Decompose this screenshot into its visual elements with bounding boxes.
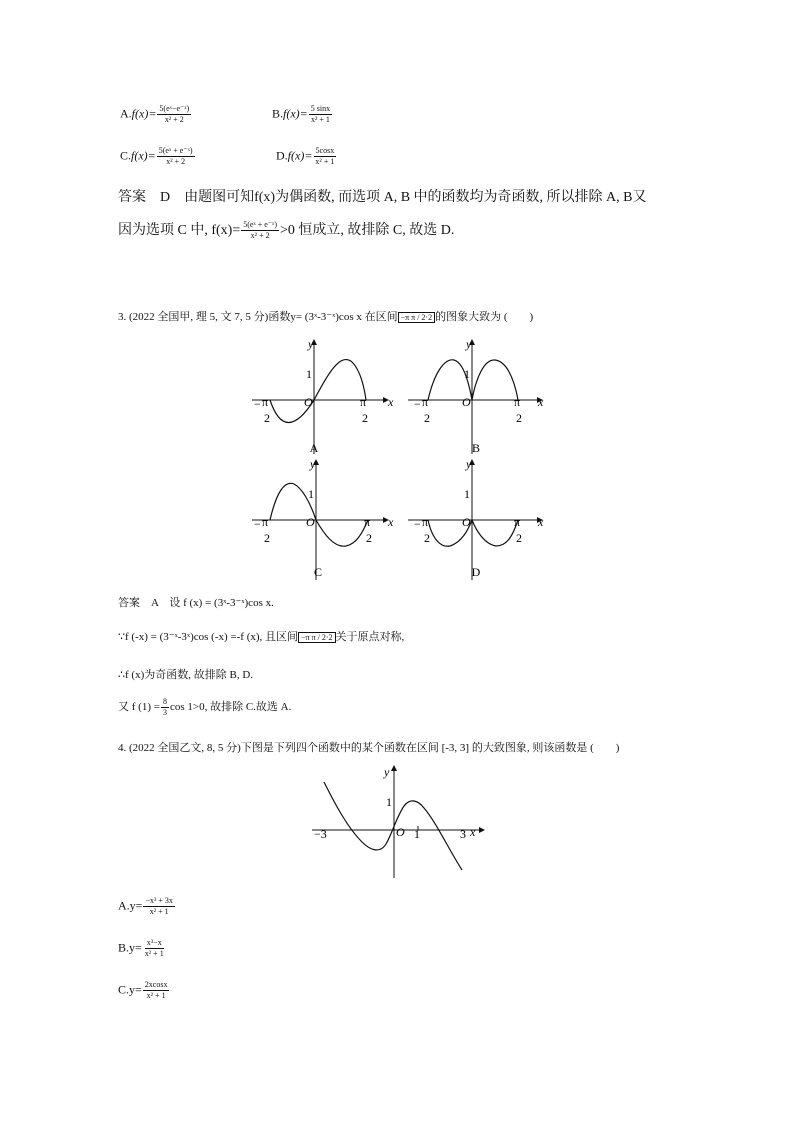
curve-c bbox=[270, 483, 371, 546]
q2-option-c bbox=[120, 146, 196, 167]
graph-label: B bbox=[471, 441, 481, 455]
x-label: x bbox=[388, 395, 394, 409]
curve-b bbox=[428, 360, 518, 400]
y-label: y bbox=[310, 457, 316, 471]
answer-text: 又 f (1) = bbox=[118, 701, 160, 714]
interval-bracket: −π π / 2·2 bbox=[398, 312, 435, 323]
origin-label: O bbox=[306, 515, 315, 529]
q2-option-a bbox=[120, 104, 192, 125]
curve-a bbox=[270, 360, 366, 423]
answer-text: 因为选项 C 中, f(x)= bbox=[118, 223, 241, 238]
fraction-numerator: 5(eˣ−e⁻ˣ) bbox=[159, 104, 190, 113]
q3-answer-line4 bbox=[118, 697, 291, 718]
x-label: x bbox=[470, 825, 476, 839]
curve bbox=[324, 782, 462, 870]
fraction-denominator: x² + 1 bbox=[144, 949, 164, 958]
option-label: B.y= bbox=[118, 940, 142, 955]
tick-two-left: 2 bbox=[424, 531, 430, 545]
origin-label: O bbox=[462, 515, 471, 529]
q2-option-d bbox=[276, 146, 337, 167]
interval-bracket: −π π / 2·2 bbox=[298, 632, 335, 643]
fraction-numerator: 5cosx bbox=[315, 146, 335, 155]
tick-pi-right: π bbox=[514, 515, 521, 529]
option-lhs: f(x)= bbox=[283, 106, 308, 121]
tick-pi-right: π bbox=[364, 515, 371, 529]
tick-one: 1 bbox=[464, 367, 470, 381]
option-label: C. bbox=[120, 148, 132, 163]
answer-text: ∵f (-x) = (3⁻ˣ-3ˣ)cos (-x) =-f (x), 且区间 bbox=[118, 631, 299, 643]
option-fraction bbox=[157, 104, 191, 125]
q4-option-a bbox=[118, 896, 176, 917]
fraction-denominator: x² + 2 bbox=[164, 115, 184, 124]
fraction-numerator: 5(eˣ + e⁻ˣ) bbox=[158, 146, 193, 155]
q3-answer-line3: ∴f (x)为奇函数, 故排除 B, D. bbox=[118, 669, 254, 681]
graph-a bbox=[252, 337, 394, 455]
option-label: A. bbox=[120, 106, 132, 121]
tick-two-right: 2 bbox=[516, 411, 522, 425]
tick-minus: − bbox=[414, 517, 421, 531]
curve-d bbox=[428, 520, 518, 546]
tick-two-right: 2 bbox=[366, 531, 372, 545]
q4-stem: 4. (2022 全国乙文, 8, 5 分)下图是下列四个函数中的某个函数在区间 [-3, 3] 的大致图象, 则该函数是 ( ) bbox=[118, 742, 620, 754]
tick-one-y: 1 bbox=[386, 795, 392, 809]
y-label: y bbox=[308, 337, 314, 351]
y-label: y bbox=[384, 765, 390, 779]
q3-answer-line1: 答案 A 设 f (x) = (3ˣ-3⁻ˣ)cos x. bbox=[118, 597, 274, 609]
tick-two-left: 2 bbox=[264, 411, 270, 425]
x-label: x bbox=[538, 515, 544, 529]
fraction-numerator: 5 sinx bbox=[310, 104, 331, 113]
tick-two-left: 2 bbox=[424, 411, 430, 425]
fraction-denominator: x² + 2 bbox=[166, 157, 186, 166]
tick-two-right: 2 bbox=[362, 411, 368, 425]
tick-pi-left: π bbox=[422, 515, 429, 529]
q3-answer-line2 bbox=[118, 628, 404, 644]
tick-minus: − bbox=[414, 397, 421, 411]
q2-answer-line2 bbox=[118, 219, 454, 241]
option-fraction bbox=[157, 146, 195, 167]
option-label: A.y= bbox=[118, 898, 143, 913]
y-label: y bbox=[466, 457, 472, 471]
fraction-numerator: 2xcosx bbox=[144, 980, 168, 989]
q4-option-b bbox=[118, 938, 167, 959]
fraction-numerator: x³−x bbox=[146, 938, 162, 947]
fraction-denominator: x² + 1 bbox=[315, 157, 335, 166]
graph-b bbox=[408, 337, 544, 455]
tick-pi-left: π bbox=[262, 395, 269, 409]
fraction-numerator: 5(eˣ + e⁻ˣ) bbox=[243, 220, 278, 230]
answer-fraction bbox=[161, 697, 169, 718]
tick-one: 1 bbox=[464, 487, 470, 501]
option-lhs: f(x)= bbox=[287, 148, 313, 163]
answer-text: cos 1>0, 故排除 C.故选 A. bbox=[169, 701, 292, 714]
option-fraction bbox=[143, 896, 174, 917]
tick-pi-right: π bbox=[514, 395, 521, 409]
option-lhs: f(x)= bbox=[131, 106, 157, 121]
x-label: x bbox=[388, 515, 394, 529]
option-label: D. bbox=[276, 148, 288, 163]
q3-stem bbox=[118, 308, 533, 324]
option-fraction bbox=[143, 980, 170, 1001]
answer-text: 关于原点对称, bbox=[335, 631, 405, 643]
stem-text: 的图象大致为 ( ) bbox=[435, 311, 534, 323]
fraction-denominator: x² + 1 bbox=[310, 115, 330, 124]
tick-pi-right: π bbox=[360, 395, 367, 409]
origin-label: O bbox=[396, 825, 405, 839]
graph-d bbox=[408, 457, 544, 580]
q2-option-b bbox=[272, 104, 333, 125]
graph-label: D bbox=[471, 565, 481, 579]
tick-one-x: 1 bbox=[414, 827, 420, 841]
q2-answer-line1: 答案 D 由题图可知f(x)为偶函数, 而选项 A, B 中的函数均为奇函数, 所以排除 A, B又 bbox=[118, 190, 647, 205]
option-label: C.y= bbox=[118, 982, 142, 997]
stem-text: 3. (2022 全国甲, 理 5, 文 7, 5 分)函数y= (3ˣ-3⁻ˣ)cos x 在区间 bbox=[118, 311, 398, 323]
fraction-numerator: −x³ + 3x bbox=[145, 896, 173, 905]
option-lhs: f(x)= bbox=[131, 148, 156, 163]
tick-minus: − bbox=[254, 397, 261, 411]
option-fraction bbox=[143, 938, 166, 959]
option-fraction bbox=[309, 104, 332, 125]
q3-graphs bbox=[240, 334, 560, 584]
tick-one: 1 bbox=[306, 367, 312, 381]
answer-text: >0 恒成立, 故排除 C, 故选 D. bbox=[280, 223, 455, 238]
y-label: y bbox=[466, 337, 472, 351]
tick-three: 3 bbox=[460, 827, 466, 841]
tick-pi-left: π bbox=[422, 395, 429, 409]
q4-option-c bbox=[118, 980, 170, 1001]
graph-c bbox=[252, 457, 394, 580]
graph-label: A bbox=[309, 441, 319, 455]
answer-fraction bbox=[241, 220, 279, 241]
origin-label: O bbox=[462, 395, 471, 409]
tick-two-left: 2 bbox=[264, 531, 270, 545]
option-label: B. bbox=[272, 106, 284, 121]
fraction-denominator: x² + 2 bbox=[250, 231, 270, 241]
x-label: x bbox=[538, 395, 544, 409]
fraction-denominator: 3 bbox=[162, 708, 167, 717]
tick-one: 1 bbox=[308, 487, 314, 501]
graph-label: C bbox=[313, 565, 323, 579]
tick-neg3: −3 bbox=[314, 827, 327, 841]
fraction-denominator: x² + 1 bbox=[146, 991, 166, 1000]
option-fraction bbox=[313, 146, 336, 167]
tick-pi-left: π bbox=[262, 515, 269, 529]
origin-label: O bbox=[304, 395, 313, 409]
tick-minus: − bbox=[254, 517, 261, 531]
tick-two-right: 2 bbox=[516, 531, 522, 545]
q4-graph bbox=[308, 762, 488, 880]
fraction-denominator: x² + 1 bbox=[149, 907, 169, 916]
fraction-numerator: 8 bbox=[162, 697, 167, 706]
